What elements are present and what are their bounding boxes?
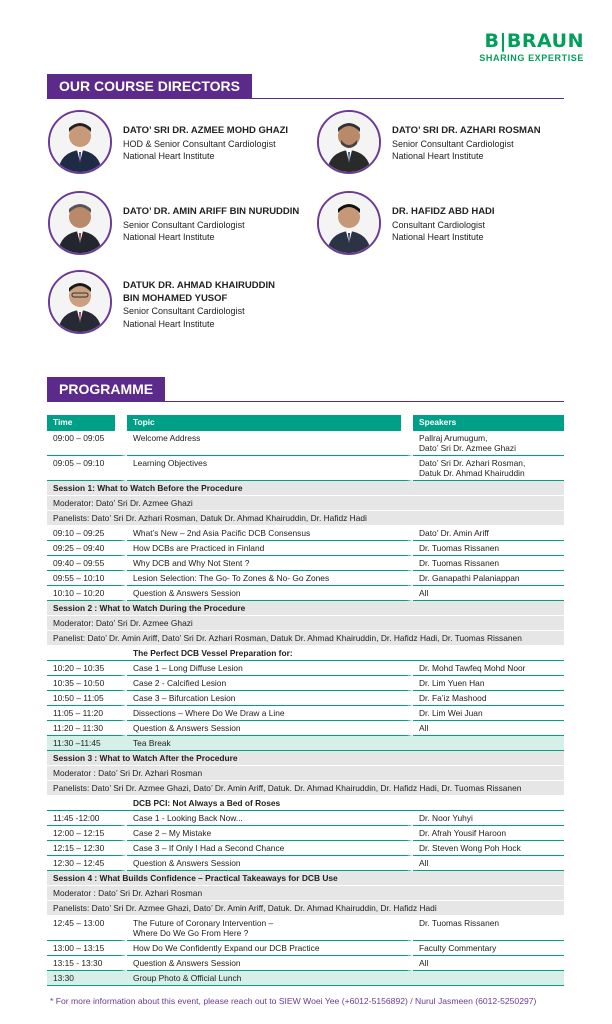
topic-cell	[127, 916, 413, 941]
session-title: Session 4 : What Builds Confidence – Practical Takeaways for DCB Use	[47, 871, 564, 886]
director-title: Consultant Cardiologist	[392, 219, 486, 230]
director-name: DATO’ DR. AMIN ARIFF BIN NURUDDIN	[123, 206, 300, 217]
table-row	[47, 661, 564, 676]
topic-cell: Dissections – Where Do We Draw a Line	[127, 706, 413, 721]
table-row	[47, 456, 564, 481]
time-cell: 10:35 – 10:50	[47, 676, 127, 691]
speaker-cell	[413, 456, 564, 481]
table-row	[47, 956, 564, 971]
time-cell: 11:45 -12:00	[47, 811, 127, 826]
table-row	[47, 826, 564, 841]
topic-cell: Question & Answers Session	[127, 721, 413, 736]
col-header-speakers: Speakers	[413, 415, 564, 431]
time-cell: 12:15 – 12:30	[47, 841, 127, 856]
col-header-time: Time	[47, 415, 127, 431]
speaker-cell: Dr. Noor Yuhyi	[413, 811, 564, 826]
director-photo	[317, 191, 381, 255]
time-cell: 13:15 - 13:30	[47, 956, 127, 971]
time-cell: 09:55 – 10:10	[47, 571, 127, 586]
time-cell: 12:45 – 13:00	[47, 916, 127, 941]
time-cell: 09:10 – 09:25	[47, 526, 127, 541]
speaker-cell: Dr. Mohd Tawfeq Mohd Noor	[413, 661, 564, 676]
table-row	[47, 541, 564, 556]
time-cell: 11:05 – 11:20	[47, 706, 127, 721]
break-row	[47, 736, 564, 751]
subheading: The Perfect DCB Vessel Preparation for:	[127, 646, 564, 661]
time-cell: 09:05 – 09:10	[47, 456, 127, 481]
directors-heading	[47, 74, 564, 99]
topic-cell-line1: The Future of Coronary Intervention –	[133, 918, 274, 928]
topic-cell: Question & Answers Session	[127, 586, 413, 601]
topic-cell: Case 1 - Looking Back Now...	[127, 811, 413, 826]
director-institution: National Heart Institute	[392, 232, 484, 242]
subheading-row	[47, 796, 564, 811]
session-info: Panelists: Dato’ Sri Dr. Azhari Rosman, Datuk Dr. Ahmad Khairuddin, Dr. Hafidz Hadi	[47, 511, 564, 526]
director-photo	[48, 191, 112, 255]
speaker-cell: Dr. Fa’iz Mashood	[413, 691, 564, 706]
table-header-row	[47, 415, 564, 431]
speaker-cell-line1: Dato’ Sri Dr. Azhari Rosman,	[419, 458, 526, 468]
table-row	[47, 676, 564, 691]
speaker-cell	[413, 431, 564, 456]
topic-cell: Learning Objectives	[127, 456, 413, 481]
speaker-cell: Dato’ Dr. Amin Ariff	[413, 526, 564, 541]
topic-cell: Case 3 – If Only I Had a Second Chance	[127, 841, 413, 856]
speaker-cell	[413, 916, 564, 941]
footer-note: * For more information about this event, please reach out to SIEW Woei Yee (+6012-5156892) / Nurul Jasmeen (6012-5250297)	[50, 996, 537, 1006]
director-institution: National Heart Institute	[123, 318, 215, 329]
session-title-row	[47, 751, 564, 766]
topic-cell: Tea Break	[127, 736, 413, 751]
table-row	[47, 941, 564, 956]
table-row	[47, 811, 564, 826]
director-name-cont: BIN MOHAMED YUSOF	[123, 292, 228, 304]
topic-cell: How Do We Confidently Expand our DCB Practice	[127, 941, 413, 956]
table-row	[47, 526, 564, 541]
session-info-row	[47, 766, 564, 781]
table-row	[47, 721, 564, 736]
speaker-cell: Dr. Tuomas Rissanen	[413, 541, 564, 556]
director-photo	[317, 110, 381, 174]
director-name: DATO’ SRI DR. AZMEE MOHD GHAZI	[123, 125, 289, 136]
session-info: Panelists: Dato’ Sri Dr. Azmee Ghazi, Dato’ Dr. Amin Ariff, Datuk. Dr. Ahmad Khairuddin, Dr. Hafidz Hadi	[47, 901, 564, 916]
session-info: Panelist: Dato’ Dr. Amin Ariff, Dato’ Sri Dr. Azhari Rosman, Datuk Dr. Ahmad Khairuddin, Dr. Hafidz Hadi, Dr. Tuomas Rissanen	[47, 631, 564, 646]
programme-table	[47, 415, 564, 986]
director-institution: National Heart Institute	[123, 232, 215, 242]
session-info: Moderator: Dato’ Sri Dr. Azmee Ghazi	[47, 496, 564, 511]
speaker-cell-line2: Dato’ Sri Dr. Azmee Ghazi	[419, 443, 516, 453]
director-title: Senior Consultant Cardiologist	[123, 306, 245, 316]
topic-cell-line2: Where Do We Go From Here ?	[133, 928, 249, 938]
subheading-row	[47, 646, 564, 661]
topic-cell: Case 2 – My Mistake	[127, 826, 413, 841]
table-row	[47, 431, 564, 456]
programme-heading-label: PROGRAMME	[47, 377, 165, 401]
break-row	[47, 971, 564, 986]
time-cell: 13:00 – 13:15	[47, 941, 127, 956]
time-cell: 09:25 – 09:40	[47, 541, 127, 556]
speaker-cell: All	[413, 956, 564, 971]
topic-cell: Group Photo & Official Lunch	[127, 971, 413, 986]
speaker-cell: Dr. Tuomas Rissanen	[413, 556, 564, 571]
table-row	[47, 916, 564, 941]
time-cell: 13:30	[47, 971, 127, 986]
subheading-spacer	[47, 796, 127, 811]
time-cell: 10:50 – 11:05	[47, 691, 127, 706]
session-info-row	[47, 631, 564, 646]
table-row	[47, 571, 564, 586]
speaker-cell: Dr. Lim Yuen Han	[413, 676, 564, 691]
table-row	[47, 841, 564, 856]
subheading-spacer	[47, 646, 127, 661]
session-info-row	[47, 901, 564, 916]
time-cell: 10:10 – 10:20	[47, 586, 127, 601]
time-cell: 09:00 – 09:05	[47, 431, 127, 456]
speaker-cell: Dr. Afrah Yousif Haroon	[413, 826, 564, 841]
brand-tagline: SHARING EXPERTISE	[479, 53, 584, 63]
director-institution: National Heart Institute	[123, 151, 215, 161]
director-photo	[48, 270, 112, 334]
topic-cell: Case 1 – Long Diffuse Lesion	[127, 661, 413, 676]
directors-heading-label: OUR COURSE DIRECTORS	[47, 74, 252, 98]
session-info: Moderator : Dato’ Sri Dr. Azhari Rosman	[47, 886, 564, 901]
topic-cell: What’s New – 2nd Asia Pacific DCB Consensus	[127, 526, 413, 541]
session-title-row	[47, 481, 564, 496]
speaker-cell	[413, 736, 564, 751]
director-name: DR. HAFIDZ ABD HADI	[392, 206, 495, 217]
speaker-cell-line2: Dr. Tuomas Rissanen	[419, 918, 500, 928]
speaker-cell: All	[413, 856, 564, 871]
director-title: HOD & Senior Consultant Cardiologist	[123, 138, 276, 149]
speaker-cell: All	[413, 586, 564, 601]
session-info-row	[47, 511, 564, 526]
director-photo	[48, 110, 112, 174]
session-title: Session 2 : What to Watch During the Procedure	[47, 601, 564, 616]
time-cell: 12:00 – 12:15	[47, 826, 127, 841]
speaker-cell: Dr. Lim Wei Juan	[413, 706, 564, 721]
director-title: Senior Consultant Cardiologist	[392, 138, 514, 149]
topic-cell: Why DCB and Why Not Stent ?	[127, 556, 413, 571]
speaker-cell: Dr. Ganapathi Palaniappan	[413, 571, 564, 586]
topic-cell: Case 3 – Bifurcation Lesion	[127, 691, 413, 706]
director-name: DATO’ SRI DR. AZHARI ROSMAN	[392, 125, 541, 136]
session-info-row	[47, 616, 564, 631]
speaker-cell-line2: Datuk Dr. Ahmad Khairuddin	[419, 468, 525, 478]
session-title-row	[47, 871, 564, 886]
topic-cell: How DCBs are Practiced in Finland	[127, 541, 413, 556]
director-title: Senior Consultant Cardiologist	[123, 219, 245, 230]
session-info-row	[47, 781, 564, 796]
topic-cell: Question & Answers Session	[127, 856, 413, 871]
time-cell: 09:40 – 09:55	[47, 556, 127, 571]
session-info: Moderator : Dato’ Sri Dr. Azhari Rosman	[47, 766, 564, 781]
col-header-topic: Topic	[127, 415, 413, 431]
director-name: DATUK DR. AHMAD KHAIRUDDIN	[123, 280, 275, 291]
session-title: Session 3 : What to Watch After the Procedure	[47, 751, 564, 766]
speaker-cell: Faculty Commentary	[413, 941, 564, 956]
speaker-cell-line1: Pallraj Arumugum,	[419, 433, 488, 443]
speaker-cell	[413, 971, 564, 986]
topic-cell: Case 2 - Calcified Lesion	[127, 676, 413, 691]
programme-body	[47, 431, 564, 986]
brand-logo	[479, 30, 584, 63]
session-title-row	[47, 601, 564, 616]
table-row	[47, 691, 564, 706]
session-info-row	[47, 886, 564, 901]
topic-cell: Welcome Address	[127, 431, 413, 456]
session-title: Session 1: What to Watch Before the Procedure	[47, 481, 564, 496]
subheading: DCB PCI: Not Always a Bed of Roses	[127, 796, 564, 811]
table-row	[47, 556, 564, 571]
session-info: Moderator: Dato’ Sri Dr. Azmee Ghazi	[47, 616, 564, 631]
time-cell: 12:30 – 12:45	[47, 856, 127, 871]
director-institution: National Heart Institute	[392, 151, 484, 161]
speaker-cell: All	[413, 721, 564, 736]
session-info-row	[47, 496, 564, 511]
time-cell: 11:20 – 11:30	[47, 721, 127, 736]
time-cell: 10:20 – 10:35	[47, 661, 127, 676]
speaker-cell: Dr. Steven Wong Poh Hock	[413, 841, 564, 856]
table-row	[47, 706, 564, 721]
programme-heading	[47, 377, 564, 402]
table-row	[47, 856, 564, 871]
topic-cell: Lesion Selection: The Go- To Zones & No- Go Zones	[127, 571, 413, 586]
brand-name: B|BRAUN	[484, 30, 584, 52]
time-cell: 11:30 –11:45	[47, 736, 127, 751]
session-info: Panelists: Dato’ Sri Dr. Azmee Ghazi, Dato’ Dr. Amin Ariff, Datuk. Dr. Ahmad Khairuddin, Dr. Hafidz Hadi, Dr. Tuomas Rissanen	[47, 781, 564, 796]
table-row	[47, 586, 564, 601]
topic-cell: Question & Answers Session	[127, 956, 413, 971]
